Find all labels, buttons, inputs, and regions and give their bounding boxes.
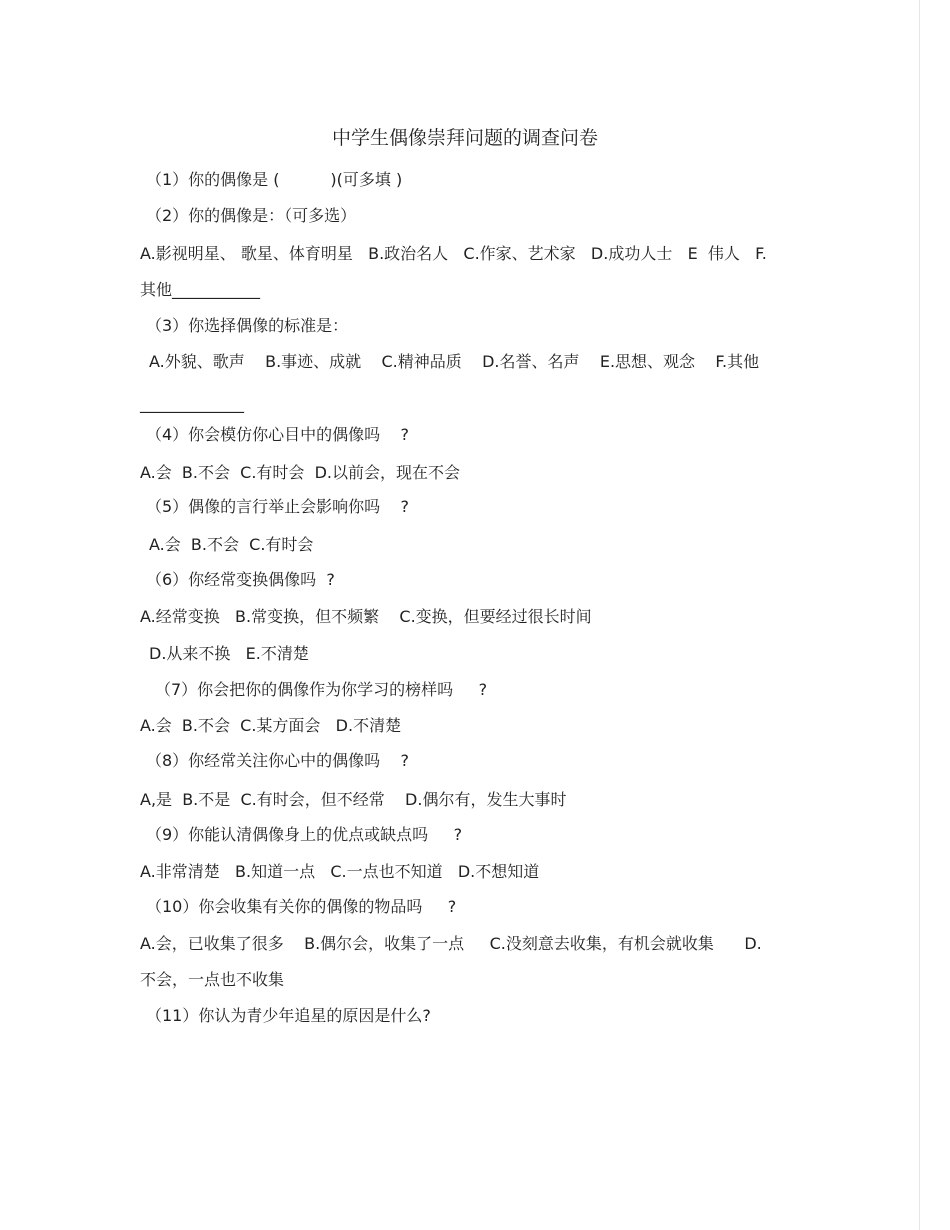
question-7: （7）你会把你的偶像作为你学习的榜样吗 ? bbox=[155, 680, 488, 699]
question-8: （8）你经常关注你心中的偶像吗 ? bbox=[146, 751, 410, 770]
question-5: （5）偶像的言行举止会影响你吗 ? bbox=[146, 497, 410, 516]
question-3: （3）你选择偶像的标准是： bbox=[146, 316, 349, 335]
question-11: （11）你认为青少年追星的原因是什么? bbox=[146, 1006, 431, 1025]
page-edge-line bbox=[919, 0, 920, 1230]
question-10: （10）你会收集有关你的偶像的物品吗 ? bbox=[146, 897, 457, 916]
question-5-options: A.会 B.不会 C.有时会 bbox=[149, 535, 314, 554]
question-2: （2）你的偶像是：（可多选） bbox=[146, 206, 357, 225]
question-6: （6）你经常变换偶像吗 ? bbox=[146, 570, 335, 589]
question-9: （9）你能认清偶像身上的优点或缺点吗 ? bbox=[146, 825, 463, 844]
question-2-options-cont: 其他___________ bbox=[140, 280, 261, 299]
question-10-options: A.会，已收集了很多 B.偶尔会，收集了一点 C.没刻意去收集，有机会就收集 D. bbox=[140, 934, 762, 953]
question-8-options: A,是 B.不是 C.有时会，但不经常 D.偶尔有，发生大事时 bbox=[140, 790, 567, 809]
question-4: （4）你会模仿你心目中的偶像吗 ? bbox=[146, 425, 410, 444]
question-6-options: A.经常变换 B.常变换，但不频繁 C.变换，但要经过很长时间 bbox=[140, 607, 592, 626]
question-9-options: A.非常清楚 B.知道一点 C.一点也不知道 D.不想知道 bbox=[140, 862, 540, 881]
question-3-options-cont: _____________ bbox=[140, 394, 244, 413]
question-6-options-cont: D.从来不换 E.不清楚 bbox=[149, 644, 309, 663]
document-title: 中学生偶像崇拜问题的调查问卷 bbox=[331, 127, 598, 149]
question-10-options-cont: 不会，一点也不收集 bbox=[140, 970, 285, 989]
question-3-options: A.外貌、歌声 B.事迹、成就 C.精神品质 D.名誉、名声 E.思想、观念 F.其他 bbox=[149, 352, 760, 371]
question-2-options: A.影视明星、 歌星、体育明星 B.政治名人 C.作家、艺术家 D.成功人士 E 伟人 F. bbox=[140, 244, 767, 263]
question-4-options: A.会 B.不会 C.有时会 D.以前会，现在不会 bbox=[140, 463, 460, 482]
question-7-options: A.会 B.不会 C.某方面会 D.不清楚 bbox=[140, 716, 402, 735]
question-1: （1）你的偶像是 ( )(可多填 ) bbox=[146, 170, 403, 189]
